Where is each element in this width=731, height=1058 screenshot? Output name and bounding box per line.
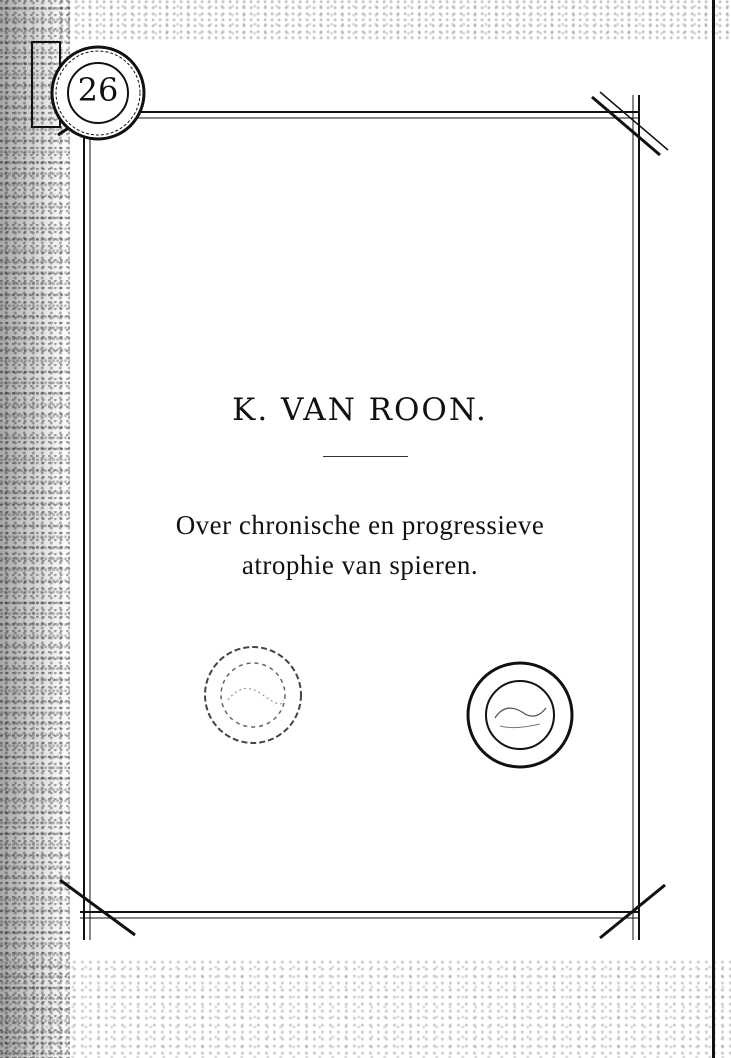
academy-stamp-right — [450, 660, 590, 789]
author-name: K. VAN ROON. — [232, 392, 488, 428]
book-title-line-1: Over chronische en progressieve — [175, 510, 545, 540]
library-stamp-middle — [188, 640, 323, 764]
book-title — [80, 505, 640, 585]
cover-content — [80, 0, 640, 1058]
book-title-line-2: atrophie van spieren. — [241, 550, 479, 580]
title-divider — [323, 456, 408, 457]
stamp-number: 26 — [77, 71, 119, 109]
